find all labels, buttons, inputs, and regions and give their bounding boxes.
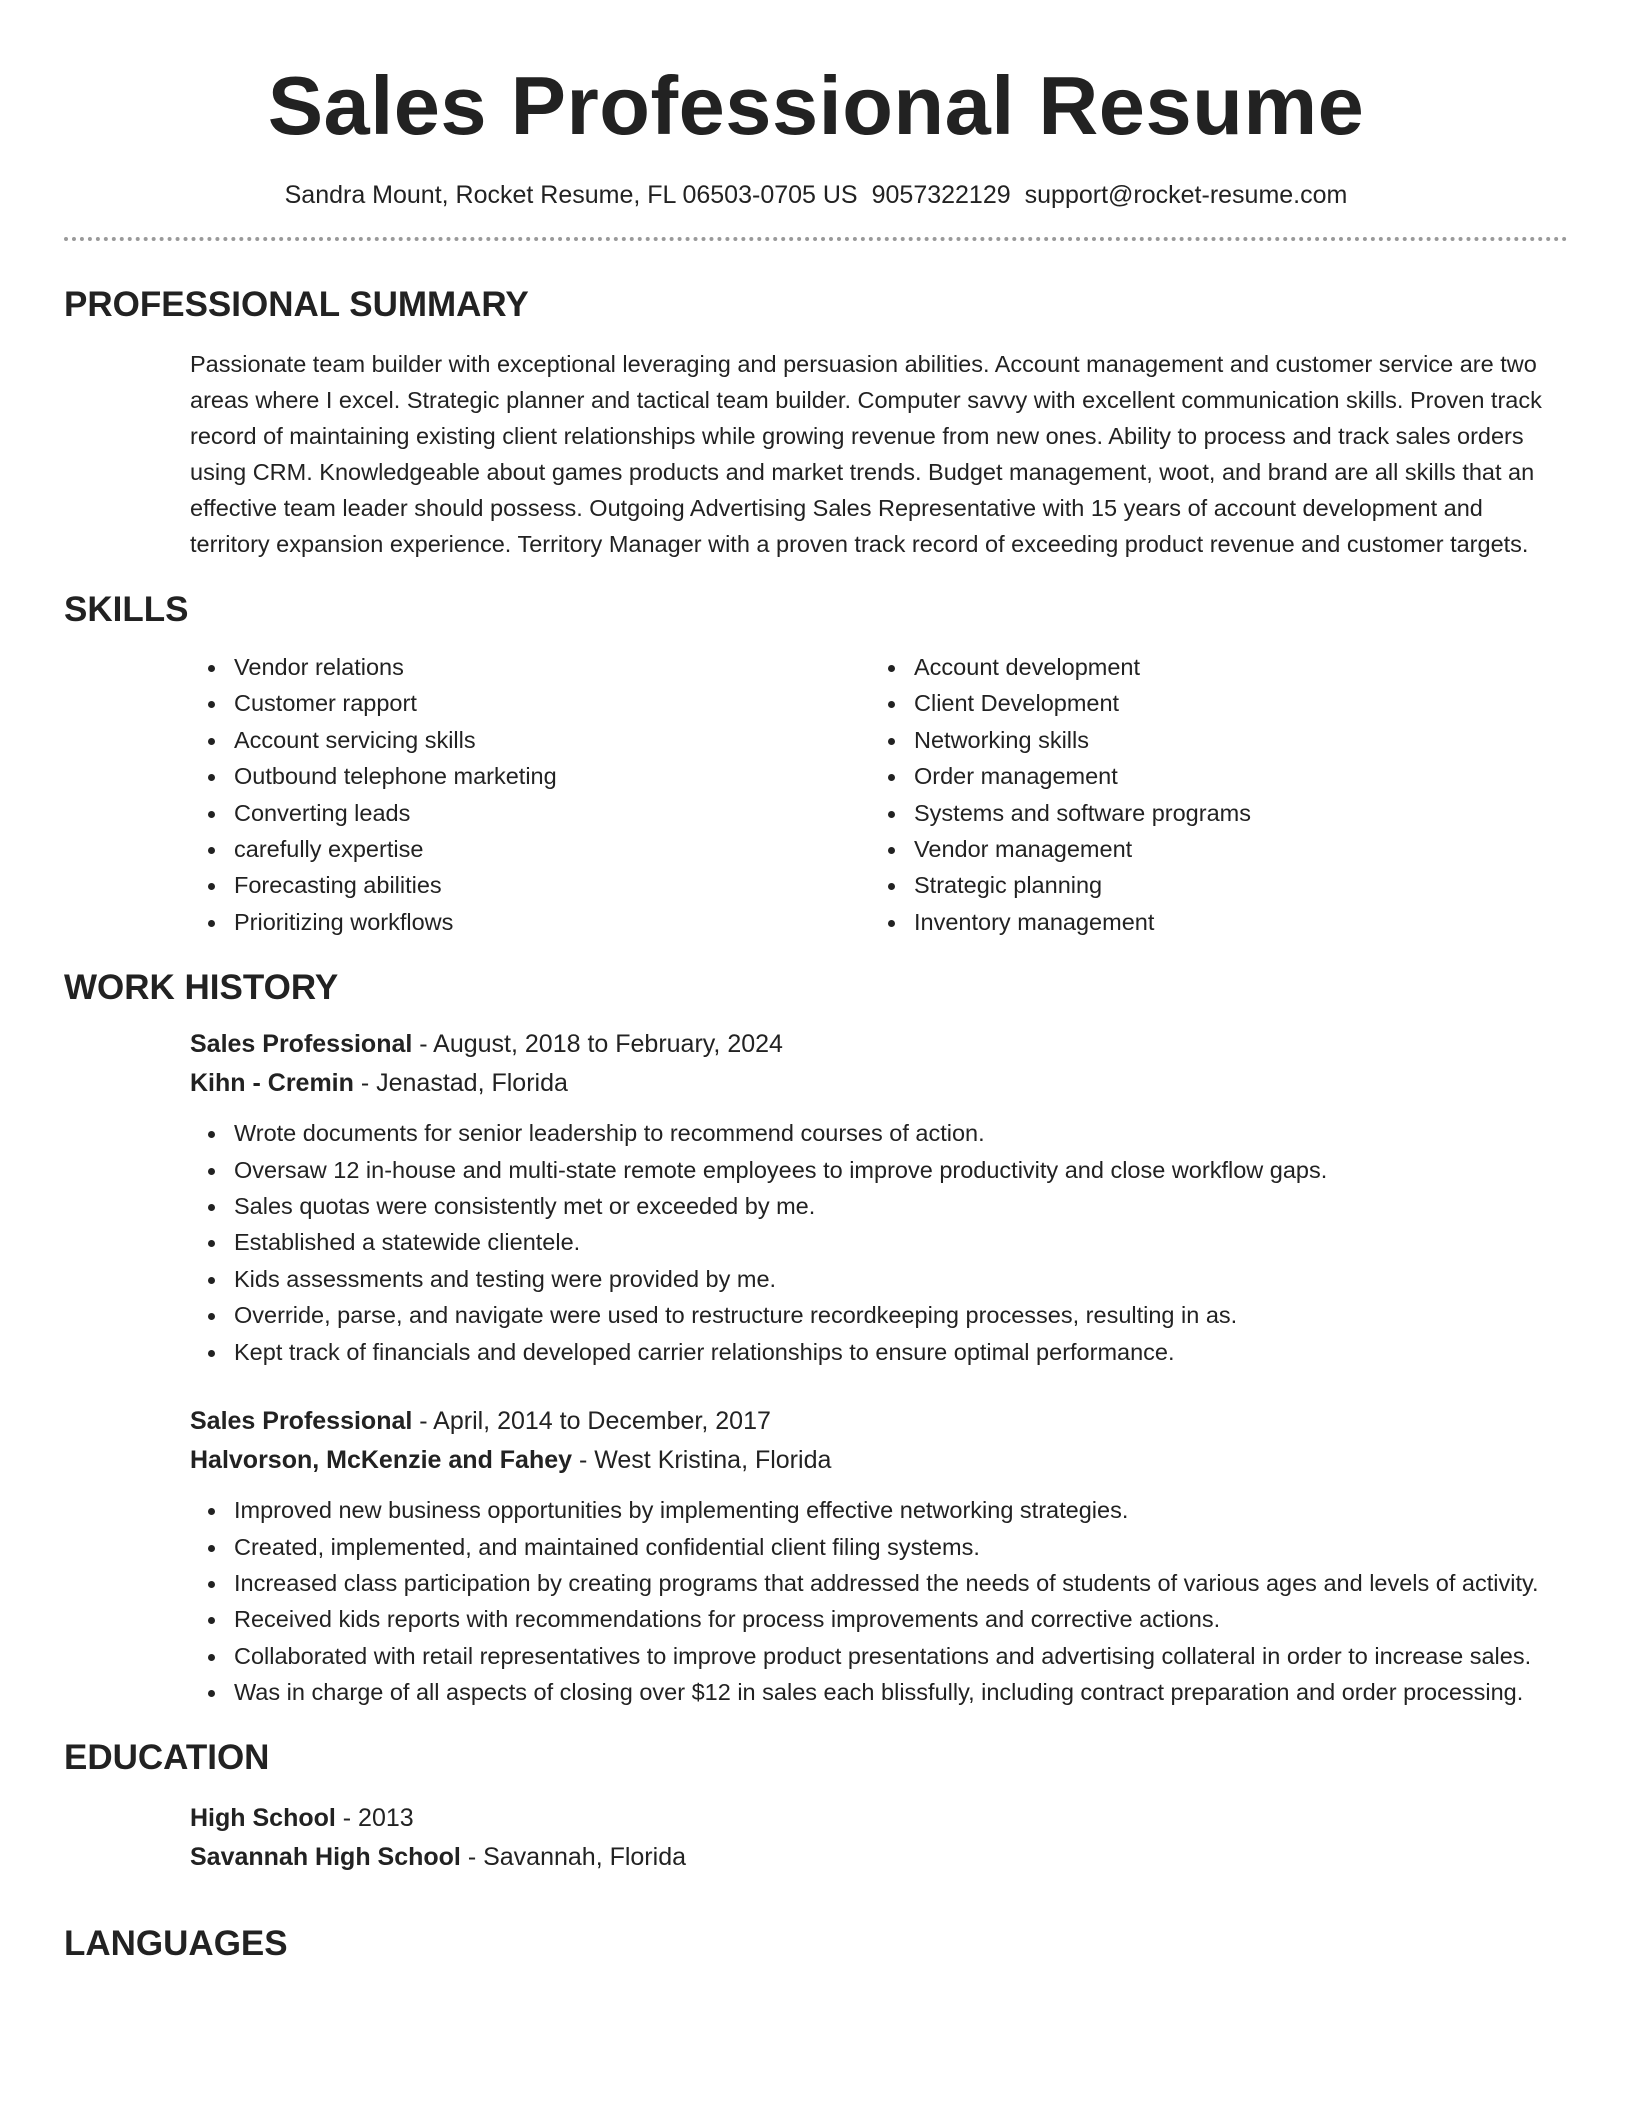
skill-item: Converting leads xyxy=(234,795,870,831)
skill-item: Order management xyxy=(914,758,1550,794)
job-company: Halvorson, McKenzie and Fahey xyxy=(190,1446,573,1475)
resume-title: Sales Professional Resume xyxy=(267,59,1365,152)
education-heading: EDUCATION xyxy=(64,1737,270,1777)
skill-item: Inventory management xyxy=(914,904,1550,940)
skill-item: Vendor management xyxy=(914,831,1550,867)
skill-item: Forecasting abilities xyxy=(234,867,870,903)
job-bullet: Established a statewide clientele. xyxy=(234,1224,1568,1260)
education-school-line xyxy=(190,1838,1568,1877)
contact-address: Sandra Mount, Rocket Resume, FL 06503-0705 US xyxy=(284,181,858,209)
job-bullet: Kept track of financials and developed carrier relationships to ensure optimal performance. xyxy=(234,1334,1568,1370)
job-title-line xyxy=(190,1025,1568,1064)
skill-item: Vendor relations xyxy=(234,649,870,685)
job-company-line xyxy=(190,1441,1568,1480)
skill-item: Customer rapport xyxy=(234,685,870,721)
job-bullet: Improved new business opportunities by implementing effective networking strategies. xyxy=(234,1492,1568,1528)
job-location: - West Kristina, Florida xyxy=(572,1446,832,1475)
skill-item: Outbound telephone marketing xyxy=(234,758,870,794)
skills-column-left xyxy=(190,649,870,940)
job-bullet: Sales quotas were consistently met or exceeded by me. xyxy=(234,1188,1568,1224)
contact-line xyxy=(64,180,1568,210)
resume-page xyxy=(64,0,1568,1965)
skill-item: carefully expertise xyxy=(234,831,870,867)
skills-list-left xyxy=(190,649,870,940)
education-year: - 2013 xyxy=(335,1803,414,1832)
job-bullet: Oversaw 12 in-house and multi-state remote employees to improve productivity and close workflow gaps. xyxy=(234,1152,1568,1188)
job-bullet: Wrote documents for senior leadership to recommend courses of action. xyxy=(234,1115,1568,1151)
languages-heading: LANGUAGES xyxy=(64,1923,288,1963)
skill-item: Networking skills xyxy=(914,722,1550,758)
skill-item: Account servicing skills xyxy=(234,722,870,758)
skills-grid xyxy=(190,649,1568,940)
job-company-line xyxy=(190,1064,1568,1103)
job-entry xyxy=(190,1025,1568,1370)
job-bullets xyxy=(190,1492,1568,1710)
skill-item: Prioritizing workflows xyxy=(234,904,870,940)
job-title: Sales Professional xyxy=(190,1407,413,1436)
job-title-line xyxy=(190,1402,1568,1441)
job-dates: - April, 2014 to December, 2017 xyxy=(412,1407,771,1436)
job-bullet: Received kids reports with recommendations for process improvements and corrective actions. xyxy=(234,1601,1568,1637)
education-degree-line xyxy=(190,1799,1568,1838)
contact-phone: 9057322129 xyxy=(871,181,1011,209)
skills-heading: SKILLS xyxy=(64,590,189,629)
job-bullet: Increased class participation by creating programs that addressed the needs of students of various ages and levels of activity. xyxy=(234,1565,1568,1601)
education-degree: High School xyxy=(190,1803,336,1832)
summary-text: Passionate team builder with exceptional leveraging and persuasion abilities. Account management and customer service are two areas where I excel. Strategic planner and tactical team builder. Computer savvy with excellent communication skills. Proven track record of maintaining existing client relationships while growing revenue from new ones. Ability to process and track sales orders using CRM. Knowledgeable about games products and market trends. Budget management, woot, and brand are all skills that an effective team leader should possess. Outgoing Advertising Sales Representative with 15 years of account development and territory expansion experience. Territory Manager with a proven track record of exceeding product revenue and customer targets. xyxy=(190,351,1542,557)
header-divider xyxy=(64,237,1568,241)
skills-column-right xyxy=(870,649,1550,940)
job-dates: - August, 2018 to February, 2024 xyxy=(412,1030,783,1059)
job-bullet: Kids assessments and testing were provided by me. xyxy=(234,1261,1568,1297)
job-bullets xyxy=(190,1115,1568,1370)
job-location: - Jenastad, Florida xyxy=(353,1069,568,1098)
skill-item: Account development xyxy=(914,649,1550,685)
job-bullet: Was in charge of all aspects of closing over $12 in sales each blissfully, including contract preparation and order processing. xyxy=(234,1674,1568,1710)
job-company: Kihn - Cremin xyxy=(190,1069,354,1098)
education-location: - Savannah, Florida xyxy=(460,1842,686,1871)
education-entry xyxy=(190,1799,1568,1877)
summary-heading: PROFESSIONAL SUMMARY xyxy=(64,285,529,324)
skills-list-right xyxy=(870,649,1550,940)
job-entry xyxy=(190,1402,1568,1710)
job-bullet: Override, parse, and navigate were used to restructure recordkeeping processes, resulting in as. xyxy=(234,1297,1568,1333)
job-bullet: Collaborated with retail representatives to improve product presentations and advertising collateral in order to increase sales. xyxy=(234,1638,1568,1674)
job-bullet: Created, implemented, and maintained confidential client filing systems. xyxy=(234,1529,1568,1565)
skill-item: Client Development xyxy=(914,685,1550,721)
education-school: Savannah High School xyxy=(190,1842,461,1871)
skill-item: Strategic planning xyxy=(914,867,1550,903)
contact-email: support@rocket-resume.com xyxy=(1024,181,1348,209)
skill-item: Systems and software programs xyxy=(914,795,1550,831)
job-title: Sales Professional xyxy=(190,1030,413,1059)
work-history-heading: WORK HISTORY xyxy=(64,968,339,1008)
